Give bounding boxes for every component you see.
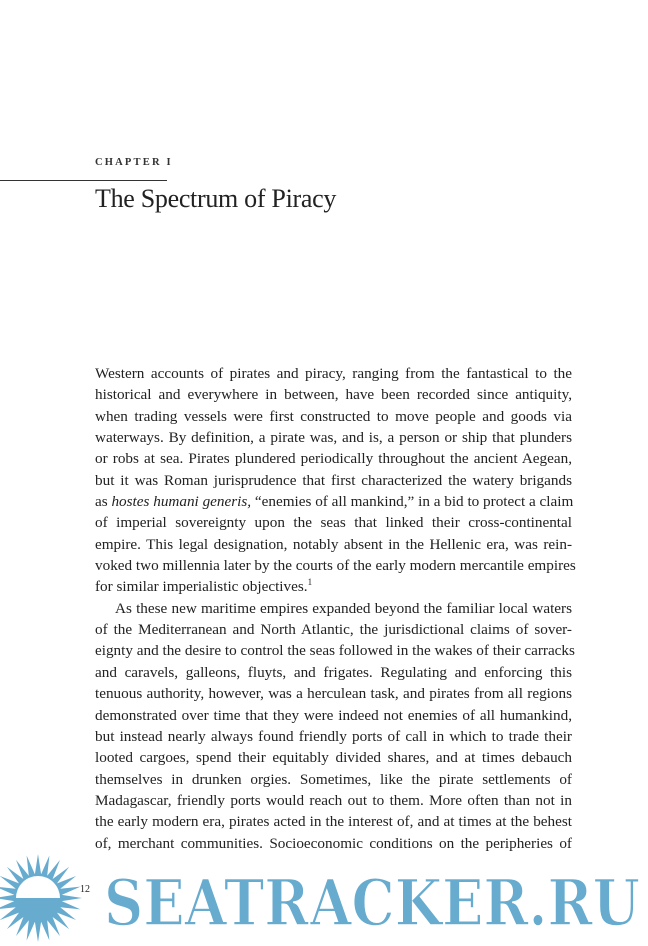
text-line bbox=[95, 576, 572, 597]
footnote-ref[interactable]: 1 bbox=[307, 577, 313, 588]
text-line: of imperial sovereignty upon the seas that linked their cross-continental bbox=[95, 514, 572, 532]
text-line: when trading vessels were first constructed to move people and goods via bbox=[95, 407, 572, 425]
page-number: 12 bbox=[80, 884, 90, 895]
text-line: and caravels, galleons, fluyts, and frigates. Regulating and enforcing this bbox=[95, 663, 572, 681]
text-line: themselves in drunken orgies. Sometimes, like the pirate settlements of bbox=[95, 770, 572, 788]
text-line: historical and everywhere in between, have been recorded since antiquity, bbox=[95, 386, 572, 404]
text-line: looted cargoes, spend their equitably divided shares, and at times debauch bbox=[95, 749, 572, 767]
text-line: or robs at sea. Pirates plundered periodically throughout the ancient Aegean, bbox=[95, 450, 572, 468]
text-segment: as bbox=[95, 493, 112, 511]
text-line: As these new maritime empires expanded beyond the familiar local waters bbox=[115, 599, 572, 617]
text-line: of the Mediterranean and North Atlantic, the jurisdictional claims of sover- bbox=[95, 621, 572, 639]
sun-icon bbox=[0, 854, 82, 942]
chapter-title: The Spectrum of Piracy bbox=[95, 184, 337, 213]
latin-phrase: hostes humani generis, bbox=[111, 493, 252, 511]
text-line: the early modern era, pirates acted in the interest of, and at times at the behest bbox=[95, 813, 572, 831]
text-segment: “enemies of all mankind,” in a bid to protect a claim bbox=[251, 493, 574, 511]
text-line: of, merchant communities. Socioeconomic conditions on the peripheries of bbox=[95, 834, 572, 852]
text-line bbox=[95, 491, 572, 512]
text-line: eignty and the desire to control the seas followed in the wakes of their carracks bbox=[95, 642, 575, 660]
text-line: but instead nearly always found friendly ports of call in which to trade their bbox=[95, 727, 572, 745]
watermark-text: SEATRACKER.RU bbox=[104, 866, 640, 941]
text-line: but it was Roman jurisprudence that first characterized the watery brigands bbox=[95, 471, 572, 489]
text-line: Madagascar, friendly ports would reach out to them. More often than not in bbox=[95, 791, 572, 809]
text-line: empire. This legal designation, notably absent in the Hellenic era, was rein- bbox=[95, 535, 572, 553]
body-text bbox=[95, 363, 576, 854]
chapter-rule bbox=[0, 180, 167, 181]
text-line: tenuous authority, however, was a herculean task, and pirates from all regions bbox=[95, 685, 572, 703]
text-segment: for similar imperialistic objectives. bbox=[95, 578, 308, 596]
chapter-label: CHAPTER I bbox=[95, 157, 173, 168]
text-line: Western accounts of pirates and piracy, ranging from the fantastical to the bbox=[95, 365, 572, 382]
text-line: waterways. By definition, a pirate was, and is, a person or ship that plunders bbox=[95, 429, 572, 447]
watermark-logo bbox=[0, 850, 648, 946]
text-line: voked two millennia later by the courts of the early modern mercantile empires bbox=[95, 557, 576, 575]
text-line: demonstrated over time that they were indeed not enemies of all humankind, bbox=[95, 706, 572, 724]
